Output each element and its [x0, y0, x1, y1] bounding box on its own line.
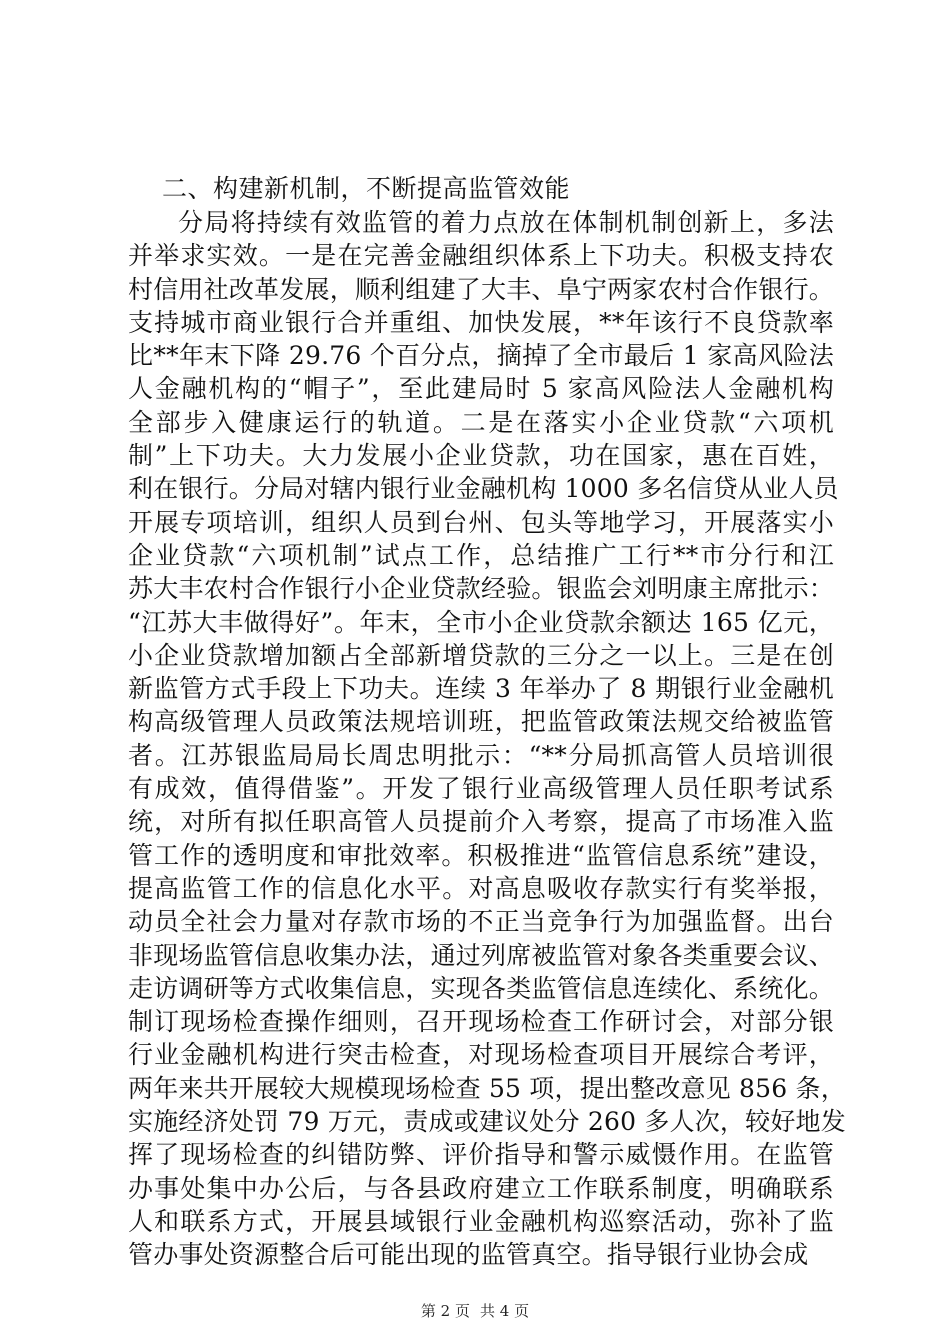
paragraph-line: 并举求实效。一是在完善金融组织体系上下功夫。积极支持农 — [128, 241, 834, 271]
paragraph-line: 全部步入健康运行的轨道。二是在落实小企业贷款“六项机 — [128, 407, 834, 437]
paragraph-line: 分局将持续有效监管的着力点放在体制机制创新上，多法 — [178, 208, 834, 237]
paragraph-line: 小企业贷款增加额占全部新增贷款的三分之一以上。三是在创 — [128, 640, 834, 670]
paragraph-line: 行业金融机构进行突击检查，对现场检查项目开展综合考评， — [128, 1040, 834, 1070]
paragraph-line: 者。江苏银监局局长周忠明批示：“**分局抓高管人员培训很 — [128, 740, 834, 770]
paragraph-line: 利在银行。分局对辖内银行业金融机构 1000 多名信贷从业人员 — [128, 474, 839, 504]
paragraph-line: 走访调研等方式收集信息，实现各类监管信息连续化、系统化。 — [128, 973, 834, 1003]
paragraph-line: 提高监管工作的信息化水平。对高息吸收存款实行有奖举报， — [128, 873, 834, 903]
paragraph-line: 非现场监管信息收集办法，通过列席被监管对象各类重要会议、 — [128, 940, 834, 970]
paragraph-line: 有成效，值得借鉴”。开发了银行业高级管理人员任职考试系 — [128, 774, 834, 804]
page-footer — [0, 1301, 950, 1321]
paragraph-line: 村信用社改革发展，顺利组建了大丰、阜宁两家农村合作银行。 — [128, 274, 834, 304]
paragraph-line: 新监管方式手段上下功夫。连续 3 年举办了 8 期银行业金融机 — [128, 674, 834, 704]
paragraph-line: 人金融机构的“帽子”，至此建局时 5 家高风险法人金融机构 — [128, 374, 834, 404]
paragraph-line: 企业贷款“六项机制”试点工作，总结推广工行**市分行和江 — [128, 540, 834, 570]
paragraph-line: 统，对所有拟任职高管人员提前介入考察，提高了市场准入监 — [128, 807, 834, 837]
paragraph-line: 苏大丰农村合作银行小企业贷款经验。银监会刘明康主席批示： — [128, 574, 834, 604]
paragraph-line: “江苏大丰做得好”。年末，全市小企业贷款余额达 165 亿元， — [128, 607, 834, 637]
paragraph-line: 动员全社会力量对存款市场的不正当竞争行为加强监督。出台 — [128, 907, 834, 937]
paragraph-line: 实施经济处罚 79 万元，责成或建议处分 260 多人次，较好地发 — [128, 1107, 846, 1137]
paragraph-line: 办事处集中办公后，与各县政府建立工作联系制度，明确联系 — [128, 1173, 834, 1203]
paragraph-line: 制”上下功夫。大力发展小企业贷款，功在国家，惠在百姓， — [128, 441, 834, 471]
body-paragraph — [128, 206, 846, 1272]
paragraph-line: 两年来共开展较大规模现场检查 55 项，提出整改意见 856 条， — [128, 1073, 846, 1103]
paragraph-line: 制订现场检查操作细则，召开现场检查工作研讨会，对部分银 — [128, 1007, 834, 1037]
paragraph-line: 支持城市商业银行合并重组、加快发展，**年该行不良贷款率 — [128, 307, 834, 337]
document-content — [128, 172, 846, 1272]
paragraph-line: 人和联系方式，开展县域银行业金融机构巡察活动，弥补了监 — [128, 1206, 834, 1236]
section-heading: 二、构建新机制，不断提高监管效能 — [162, 174, 571, 203]
paragraph-line: 开展专项培训，组织人员到台州、包头等地学习，开展落实小 — [128, 507, 834, 537]
paragraph-line: 构高级管理人员政策法规培训班，把监管政策法规交给被监管 — [128, 707, 834, 737]
paragraph-line: 挥了现场检查的纠错防弊、评价指导和警示威慑作用。在监管 — [128, 1140, 834, 1170]
paragraph-line: 管工作的透明度和审批效率。积极推进“监管信息系统”建设， — [128, 840, 834, 870]
page-total: 共 4 页 — [480, 1302, 530, 1320]
paragraph-line: 比**年末下降 29.76 个百分点，摘掉了全市最后 1 家高风险法 — [128, 341, 834, 371]
page-number: 第 2 页 — [420, 1302, 470, 1320]
paragraph-line: 管办事处资源整合后可能出现的监管真空。指导银行业协会成 — [128, 1240, 809, 1270]
